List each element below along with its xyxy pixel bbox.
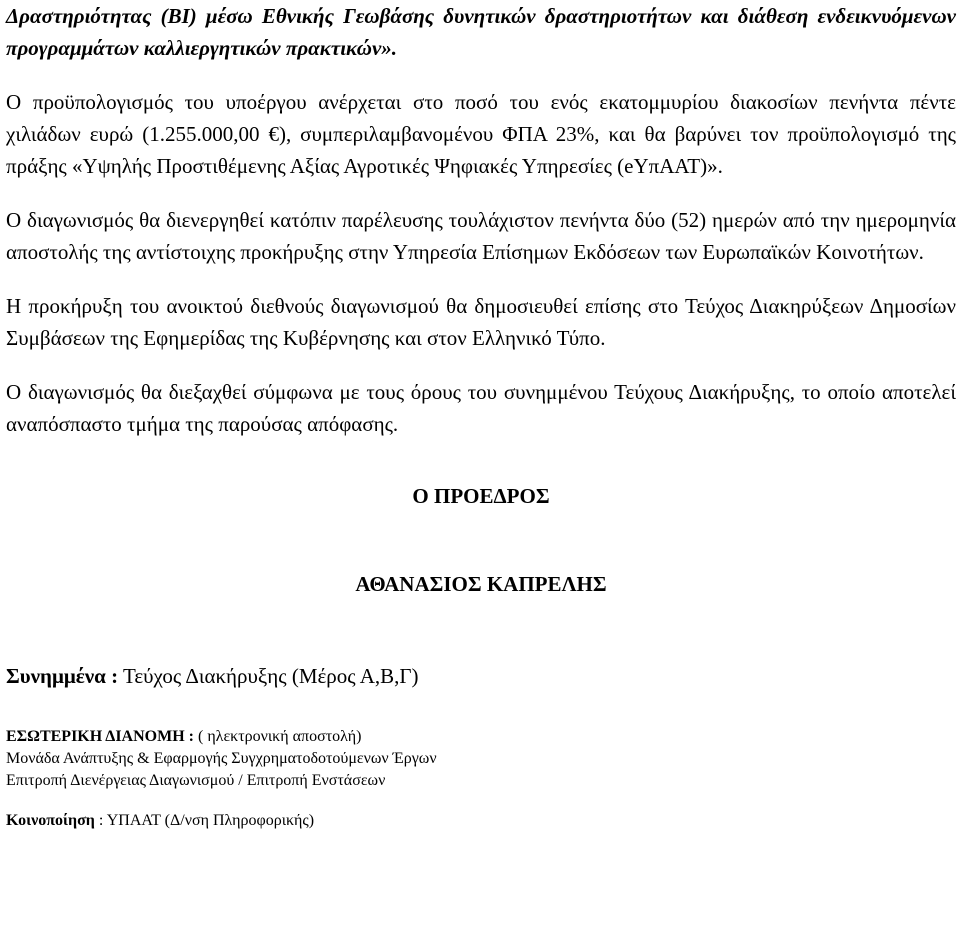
publication-paragraph: Η προκήρυξη του ανοικτού διεθνούς διαγωνισμού θα δημοσιευθεί επίσης στο Τεύχος Διακηρύξεων Δημοσίων Συμβάσεων της Εφημερίδας της Κυβέρνησης και στον Ελληνικό Τύπο.	[6, 294, 956, 350]
spacer	[6, 182, 956, 204]
signer-name: ΑΘΑΝΑΣΙΟΣ ΚΑΠΡΕΛΗΣ	[355, 572, 607, 596]
notification-line	[6, 810, 956, 832]
signer-title: Ο ΠΡΟΕΔΡΟΣ	[412, 484, 550, 508]
internal-distribution-item: Επιτροπή Διενέργειας Διαγωνισμού / Επιτροπή Ενστάσεων	[6, 772, 386, 789]
spacer	[6, 268, 956, 290]
intro-paragraph: Δραστηριότητας (ΒΙ) μέσω Εθνικής Γεωβάσης δυνητικών δραστηριοτήτων και διάθεση ενδεικνυόμενων προγραμμάτων καλλιεργητικών πρακτικών».	[6, 4, 956, 60]
terms-paragraph: Ο διαγωνισμός θα διεξαχθεί σύμφωνα με τους όρους του συνημμένου Τεύχους Διακήρυξης, το οποίο αποτελεί αναπόσπαστο τμήμα της παρούσας απόφασης.	[6, 380, 956, 436]
document-page	[6, 0, 956, 832]
internal-distribution-heading	[6, 726, 956, 748]
spacer	[6, 354, 956, 376]
notification-value: : ΥΠΑΑΤ (Δ/νση Πληροφορικής)	[94, 812, 315, 829]
tender-timing-paragraph: Ο διαγωνισμός θα διενεργηθεί κατόπιν παρέλευσης τουλάχιστον πενήντα δύο (52) ημερών από την ημερομηνία αποστολής της αντίστοιχης προκήρυξης στην Υπηρεσία Επίσημων Εκδόσεων των Ευρωπαϊκών Κοινοτήτων.	[6, 208, 956, 264]
internal-distribution-label: ΕΣΩΤΕΡΙΚΗ ΔΙΑΝΟΜΗ :	[6, 728, 194, 745]
attachments-line	[6, 662, 956, 690]
spacer	[6, 64, 956, 86]
internal-distribution-note: ( ηλεκτρονική αποστολή)	[193, 728, 362, 745]
notification-label: Κοινοποίηση	[6, 812, 95, 829]
attachments-label: Συνημμένα :	[6, 664, 119, 688]
internal-distribution	[6, 726, 956, 792]
internal-distribution-item: Μονάδα Ανάπτυξης & Εφαρμογής Συγχρηματοδοτούμενων Έργων	[6, 750, 437, 767]
attachments-value: Τεύχος Διακήρυξης (Μέρος Α,Β,Γ)	[118, 664, 419, 688]
budget-paragraph: Ο προϋπολογισμός του υποέργου ανέρχεται στο ποσό του ενός εκατομμυρίου διακοσίων πενήντα πέντε χιλιάδων ευρώ (1.255.000,00 €), συμπεριλαμβανομένου ΦΠΑ 23%, και θα βαρύνει τον προϋπολογισμό της πράξης «Υψηλής Προστιθέμενης Αξίας Αγροτικές Ψηφιακές Υπηρεσίες (eΥπΑΑΤ)».	[6, 90, 956, 178]
